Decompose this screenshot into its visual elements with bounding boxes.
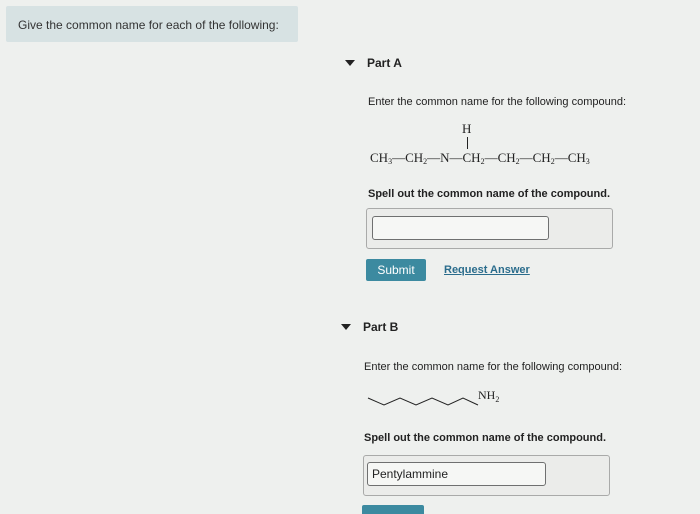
pentylamine-skeletal-structure (366, 386, 526, 412)
request-answer-link[interactable]: Request Answer (444, 264, 530, 276)
collapse-caret-icon[interactable] (345, 60, 355, 66)
carbon-chain (368, 398, 478, 405)
submit-button[interactable]: Submit (366, 259, 426, 281)
part-b-title: Part B (363, 320, 399, 334)
n-h-bond (467, 137, 468, 149)
amine-group-label: $NH_2$ (478, 388, 500, 404)
group-ch2-2: $CH_2$ (462, 150, 485, 166)
part-b-instruction: Enter the common name for the following compound: (364, 361, 623, 373)
part-b-header[interactable] (341, 320, 398, 334)
group-ch2-1: $CH_2$ (405, 150, 428, 166)
part-a-title: Part A (367, 56, 402, 70)
hydrogen-atom: H (462, 121, 472, 136)
part-a-formula: $CH_3—CH_2—N—CH_2—CH_2—CH_2—CH_3$ (370, 150, 590, 166)
part-a-header[interactable] (345, 56, 402, 70)
part-a-instruction: Enter the common name for the following compound: (368, 96, 627, 108)
nitrogen-atom: N (440, 150, 450, 165)
group-ch2-4: $CH_2$ (532, 150, 555, 166)
part-b-answer-input[interactable] (367, 462, 546, 486)
part-b-spell-label: Spell out the common name of the compound. (364, 432, 607, 444)
part-b-submit-button-partial[interactable] (362, 505, 424, 514)
part-a-answer-input[interactable] (372, 216, 549, 240)
group-ch3-2: $CH_3$ (567, 150, 590, 166)
group-ch2-3: $CH_2$ (497, 150, 520, 166)
part-a-spell-label: Spell out the common name of the compound. (368, 188, 611, 200)
question-prompt (6, 6, 298, 42)
collapse-caret-icon[interactable] (341, 324, 351, 330)
group-ch3-1: $CH_3$ (370, 150, 393, 166)
prompt-text: Give the common name for each of the following: (18, 18, 279, 32)
